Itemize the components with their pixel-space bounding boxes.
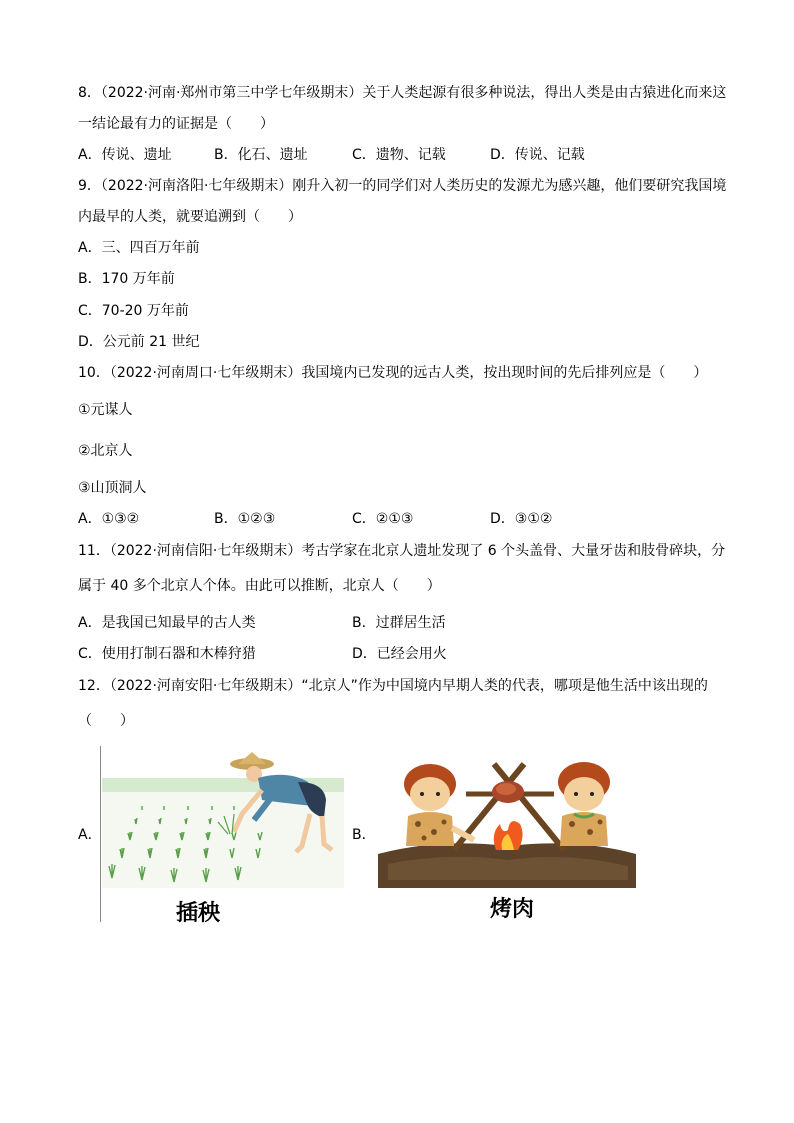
q8-stem-line2: 一结论最有力的证据是（ ） [78,116,274,132]
rice-transplanting-illustration[interactable] [102,748,344,888]
q10-option-c[interactable]: C．②①③ [352,511,414,527]
roasting-meat-illustration[interactable] [378,754,636,888]
q9-option-b[interactable]: B．170 万年前 [78,271,175,287]
q9-option-a[interactable]: A．三、四百万年前 [78,240,200,256]
q9-option-d[interactable]: D．公元前 21 世纪 [78,334,200,350]
caption-roasting-meat: 烤肉 [490,896,535,922]
q12-option-a-label[interactable]: A． [78,827,102,843]
q12-stem-line2: （ ） [78,713,134,729]
caption-rice-transplanting: 插秧 [176,900,221,926]
q10-option-d[interactable]: D．③①② [490,511,553,527]
q11-option-d[interactable]: D．已经会用火 [352,646,447,662]
q8-option-d[interactable]: D．传说、记载 [490,147,585,163]
q9-stem-line2: 内最早的人类，就要追溯到（ ） [78,209,302,225]
q9-option-c[interactable]: C．70-20 万年前 [78,303,189,319]
q10-item-2: ②北京人 [78,443,133,459]
q10-item-3: ③山顶洞人 [78,480,147,496]
q11-stem-line1: 11．（2022·河南信阳·七年级期末）考古学家在北京人遗址发现了 6 个头盖骨、大量牙齿和肢骨碎块，分 [78,543,726,559]
q8-option-b[interactable]: B．化石、遗址 [214,147,308,163]
q10-option-a[interactable]: A．①③② [78,511,140,527]
q8-option-c[interactable]: C．遗物、记载 [352,147,446,163]
q11-option-c[interactable]: C．使用打制石器和木棒狩猎 [78,646,256,662]
q11-option-a[interactable]: A．是我国已知最早的古人类 [78,615,256,631]
q12-stem-line1: 12．（2022·河南安阳·七年级期末）“北京人”作为中国境内早期人类的代表，哪项是他生活中该出现的 [78,678,708,694]
q12-option-b-label[interactable]: B． [352,827,376,843]
q8-stem-line1: 8．（2022·河南·郑州市第三中学七年级期末）关于人类起源有很多种说法，得出人类是由古猿进化而来这 [78,85,727,101]
q8-option-a[interactable]: A．传说、遗址 [78,147,172,163]
q10-item-1: ①元谋人 [78,402,133,418]
q11-stem-line2: 属于 40 多个北京人个体。由此可以推断，北京人（ ） [78,578,441,594]
q11-option-b[interactable]: B．过群居生活 [352,615,446,631]
q10-option-b[interactable]: B．①②③ [214,511,276,527]
rice-field-image [102,748,344,888]
q10-stem: 10．（2022·河南周口·七年级期末）我国境内已发现的远古人类，按出现时间的先后排列应是（ ） [78,365,708,381]
q9-stem-line1: 9．（2022·河南洛阳·七年级期末）刚升入初一的同学们对人类历史的发源尤为感兴趣，他们要研究我国境 [78,178,727,194]
campfire-image [378,754,636,888]
